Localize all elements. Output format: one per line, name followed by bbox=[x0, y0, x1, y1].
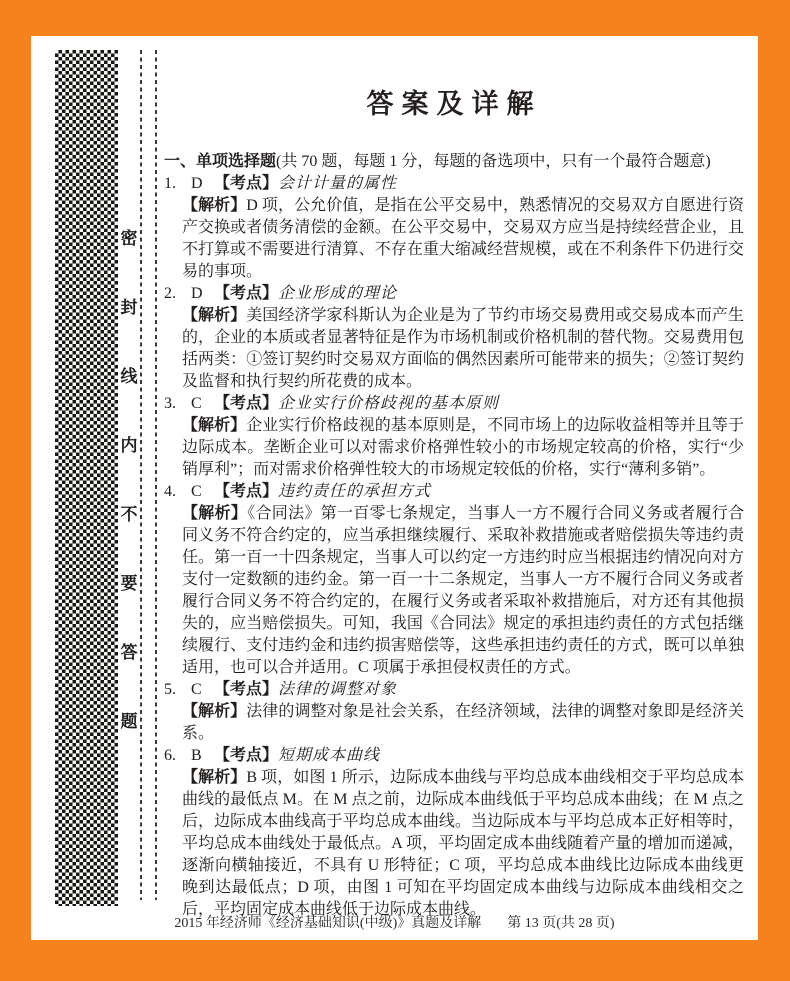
item-analysis bbox=[182, 503, 744, 679]
seal-dashed-line-2 bbox=[155, 50, 157, 900]
item-answer: C bbox=[191, 395, 202, 412]
item-answer: C bbox=[191, 681, 202, 698]
item-answer: C bbox=[191, 483, 202, 500]
item-head bbox=[164, 679, 744, 701]
topic-label: 【考点】 bbox=[214, 747, 279, 764]
analysis-text: 法律的调整对象是社会关系，在经济领域，法律的调整对象即是经济关系。 bbox=[182, 703, 744, 742]
topic-label: 【考点】 bbox=[214, 285, 279, 302]
item-head bbox=[164, 393, 744, 415]
analysis-text: 《合同法》第一百零七条规定，当事人一方不履行合同义务或者履行合同义务不符合约定的，应当承担继续履行、采取补救措施或者赔偿损失等违约责任。第一百一十四条规定，当事人可以约定一方违约时应当根据违约情况向对方支付一定数额的违约金。第一百一十二条规定，当事人一方不履行合同义务或者履行合同义务不符合约定的，在履行义务或者采取补救措施后，对方还有其他损失的，应当赔偿损失。可知，我国《合同法》规定的承担违约责任的方式包括继续履行、支付违约金和违约损害赔偿等，这些承担违约责任的方式，既可以单独适用，也可以合并适用。C 项属于承担侵权责任的方式。 bbox=[182, 505, 744, 676]
item-topic bbox=[214, 175, 397, 192]
analysis-label: 【解析】 bbox=[182, 197, 247, 214]
content-area bbox=[164, 36, 744, 921]
item-analysis bbox=[182, 701, 744, 745]
seal-char: 要 bbox=[120, 574, 138, 593]
seal-char: 不 bbox=[120, 505, 138, 524]
analysis-label: 【解析】 bbox=[182, 505, 248, 522]
answer-item bbox=[164, 481, 744, 679]
topic-text: 法律的调整对象 bbox=[278, 681, 398, 698]
item-head bbox=[164, 283, 744, 305]
analysis-text: B 项，如图 1 所示，边际成本曲线与平均总成本曲线相交于平均总成本曲线的最低点 M。在 M 点之前，边际成本曲线低于平均总成本曲线；在 M 点之后，边际成本曲线高于平均总成本曲线。当边际成本与平均总成本正好相等时，平均总成本曲线处于最低点。A 项，平均固定成本曲线随着产量的增加而递减，逐渐向横轴接近，不具有 U 形特征；C 项，平均总成本曲线比边际成本曲线更晚到达最低点；D 项，由图 1 可知在平均固定成本曲线与边际成本曲线相交之后，平均固定成本曲线低于边际成本曲线。 bbox=[182, 769, 744, 918]
item-number: 2. bbox=[164, 285, 176, 302]
seal-dashed-line-1 bbox=[140, 50, 142, 900]
item-answer: B bbox=[191, 747, 202, 764]
seal-char: 内 bbox=[120, 436, 138, 455]
seal-char: 答 bbox=[120, 643, 138, 662]
item-head bbox=[164, 481, 744, 503]
seal-char: 线 bbox=[120, 367, 138, 386]
item-topic bbox=[214, 285, 397, 302]
page-footer bbox=[31, 912, 758, 932]
analysis-text: 企业实行价格歧视的基本原则是，不同市场上的边际收益相等并且等于边际成本。垄断企业可以对需求价格弹性较小的市场规定较高的价格，实行“少销厚利”；而对需求价格弹性较大的市场规定较低的价格，实行“薄利多销”。 bbox=[182, 417, 744, 478]
seal-char: 封 bbox=[120, 298, 138, 317]
footer-source: 2015 年经济师《经济基础知识(中级)》真题及详解 bbox=[174, 916, 482, 931]
answer-item bbox=[164, 745, 744, 921]
analysis-text: 美国经济学家科斯认为企业是为了节约市场交易费用或交易成本而产生的，企业的本质或者显著特征是作为市场机制或价格机制的替代物。交易费用包括两类：①签订契约时交易双方面临的偶然因素所可能带来的损失；②签订契约及监督和执行契约所花费的成本。 bbox=[182, 307, 744, 390]
seal-char: 题 bbox=[120, 712, 138, 731]
seal-char: 密 bbox=[120, 229, 138, 248]
item-number: 1. bbox=[164, 175, 176, 192]
answer-list bbox=[164, 173, 744, 921]
seal-pattern-band bbox=[55, 50, 118, 906]
item-analysis bbox=[182, 767, 744, 921]
item-topic bbox=[214, 395, 499, 412]
item-answer: D bbox=[191, 285, 203, 302]
topic-text: 短期成本曲线 bbox=[278, 747, 381, 764]
footer-page-number: 第 13 页(共 28 页) bbox=[507, 916, 615, 931]
answer-item bbox=[164, 283, 744, 393]
section-heading-bold: 一、单项选择题 bbox=[164, 153, 277, 170]
analysis-text: D 项，公允价值，是指在公平交易中，熟悉情况的交易双方自愿进行资产交换或者债务清偿的金额。在公平交易中，交易双方应当是持续经营企业，且不打算或不需要进行清算、不存在重大缩减经营规模，或在不利条件下仍进行交易的事项。 bbox=[182, 197, 744, 280]
item-analysis bbox=[182, 415, 744, 481]
item-number: 5. bbox=[164, 681, 176, 698]
section-heading-note: (共 70 题，每题 1 分，每题的备选项中，只有一个最符合题意) bbox=[276, 153, 711, 170]
item-topic bbox=[214, 681, 397, 698]
topic-label: 【考点】 bbox=[214, 681, 279, 698]
analysis-label: 【解析】 bbox=[182, 417, 247, 434]
item-analysis bbox=[182, 305, 744, 393]
document-page bbox=[31, 36, 758, 940]
topic-label: 【考点】 bbox=[214, 395, 279, 412]
analysis-label: 【解析】 bbox=[182, 769, 247, 786]
topic-label: 【考点】 bbox=[214, 483, 279, 500]
section-heading bbox=[164, 151, 744, 173]
topic-text: 会计计量的属性 bbox=[278, 175, 398, 192]
item-topic bbox=[214, 747, 380, 764]
item-topic bbox=[214, 483, 431, 500]
analysis-label: 【解析】 bbox=[182, 307, 247, 324]
answer-item bbox=[164, 393, 744, 481]
answer-item bbox=[164, 173, 744, 283]
item-number: 3. bbox=[164, 395, 176, 412]
analysis-label: 【解析】 bbox=[182, 703, 247, 720]
seal-line-text bbox=[118, 50, 140, 906]
item-analysis bbox=[182, 195, 744, 283]
page-title: 答案及详解 bbox=[366, 89, 542, 119]
answer-item bbox=[164, 679, 744, 745]
topic-text: 企业实行价格歧视的基本原则 bbox=[278, 395, 500, 412]
item-number: 6. bbox=[164, 747, 176, 764]
topic-text: 企业形成的理论 bbox=[278, 285, 398, 302]
item-answer: D bbox=[191, 175, 203, 192]
topic-label: 【考点】 bbox=[214, 175, 279, 192]
item-head bbox=[164, 173, 744, 195]
item-number: 4. bbox=[164, 483, 176, 500]
item-head bbox=[164, 745, 744, 767]
topic-text: 违约责任的承担方式 bbox=[278, 483, 432, 500]
